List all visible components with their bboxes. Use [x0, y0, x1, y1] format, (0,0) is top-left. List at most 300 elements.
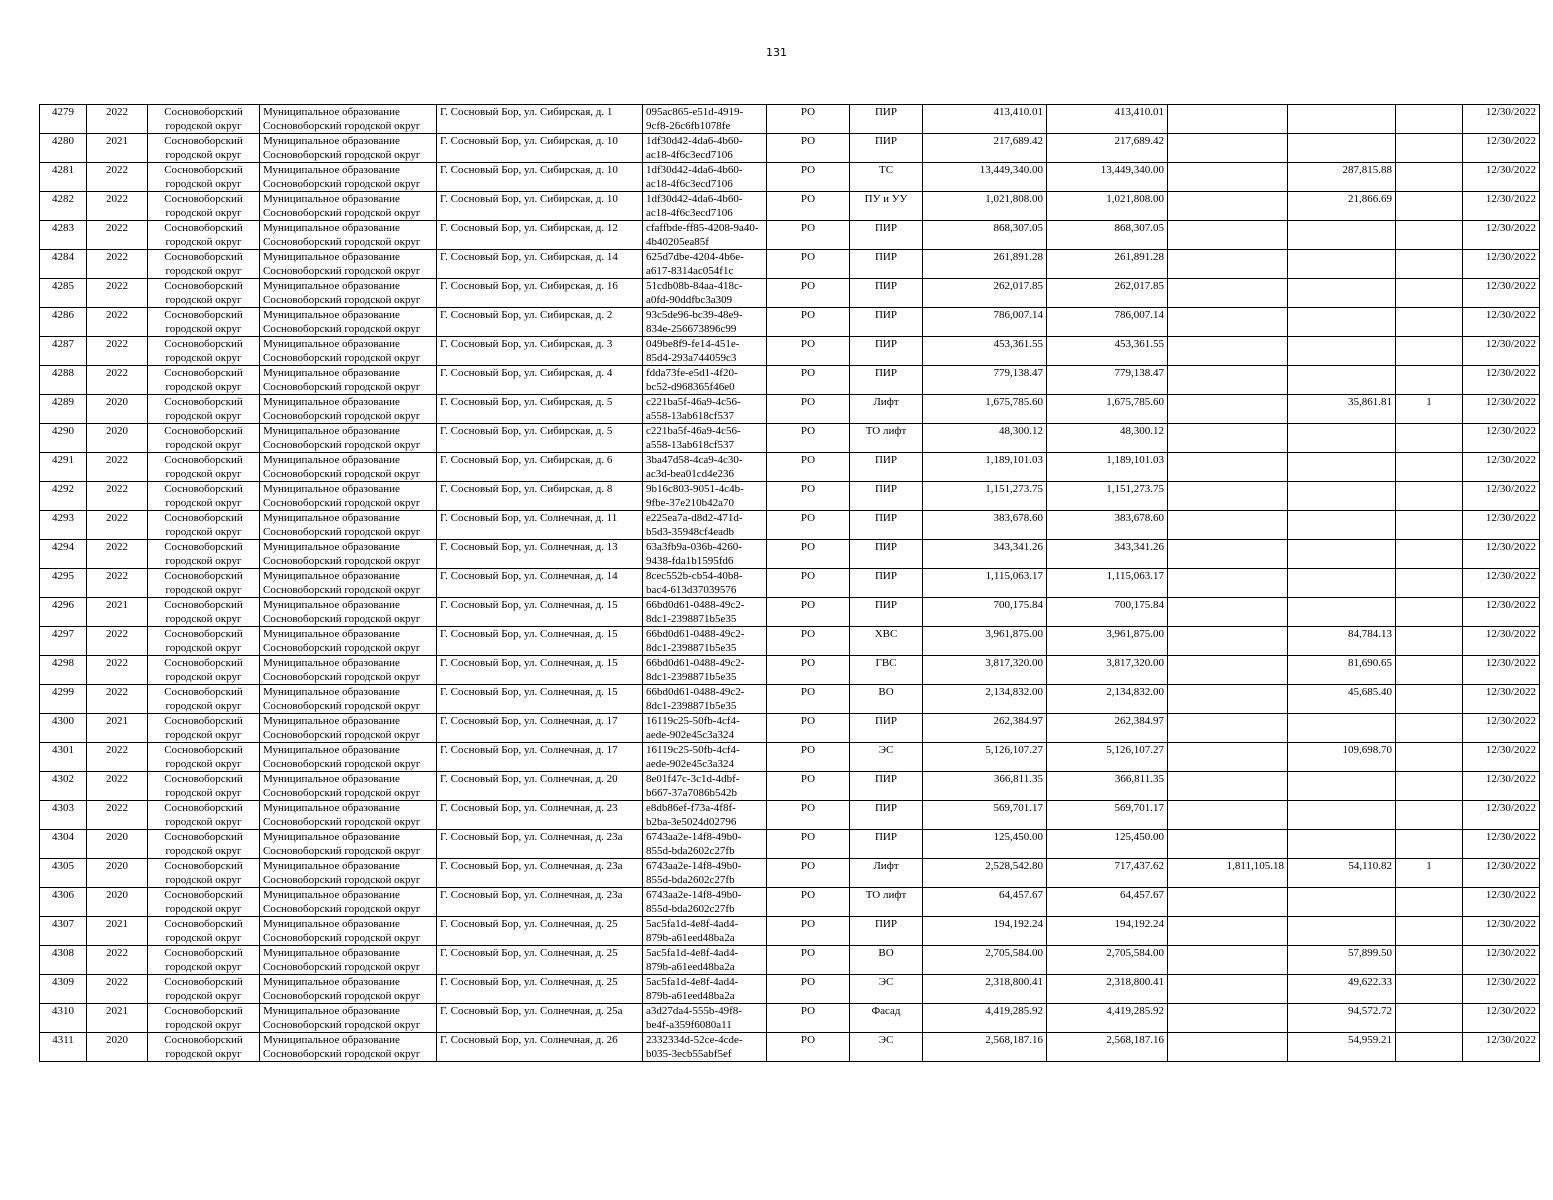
cell-count: [1396, 221, 1463, 250]
cell-district-text: Сосновоборский: [164, 947, 243, 959]
cell-date-text: 12/30/2022: [1485, 744, 1536, 756]
cell-number: [40, 1033, 87, 1062]
cell-cost-text: 2,705,584.00: [985, 947, 1043, 959]
cell-date: [1463, 366, 1540, 395]
cell-date-text: 12/30/2022: [1485, 135, 1536, 147]
cell-district-text: городской округ: [165, 235, 242, 248]
cell-municipality-text: Сосновоборский городской округ: [263, 206, 421, 219]
cell-work-type-text: ПИР: [874, 512, 897, 524]
cell-house-guid-text: 66bd0d61-0488-49c2-: [646, 657, 745, 669]
cell-cost: [923, 801, 1047, 830]
cell-district-text: городской округ: [165, 873, 242, 886]
cell-house-guid: [643, 134, 767, 163]
cell-count: [1396, 714, 1463, 743]
cell-date: [1463, 598, 1540, 627]
cell-house-guid: [643, 917, 767, 946]
cell-address-text: Г. Сосновый Бор, ул. Сибирская, д. 16: [440, 280, 618, 292]
cell-paid-text: 717,437.62: [1114, 860, 1164, 872]
cell-date: [1463, 656, 1540, 685]
table-row: [40, 540, 1540, 569]
cell-house-guid: [643, 656, 767, 685]
cell-amount-extra: [1168, 772, 1288, 801]
cell-municipality: [260, 917, 437, 946]
cell-municipality-text: Муниципальное образование: [263, 889, 400, 901]
cell-work-type: [850, 743, 923, 772]
cell-municipality-text: Сосновоборский городской округ: [263, 148, 421, 161]
cell-paid-text: 3,817,320.00: [1106, 657, 1164, 669]
cell-municipality-text: Сосновоборский городской округ: [263, 728, 421, 741]
cell-cost: [923, 830, 1047, 859]
cell-cost-text: 2,568,187.16: [985, 1034, 1043, 1046]
cell-amount-secondary-text: 84,784.13: [1348, 628, 1392, 640]
cell-paid: [1047, 308, 1168, 337]
cell-paid-text: 2,568,187.16: [1106, 1034, 1164, 1046]
cell-date: [1463, 859, 1540, 888]
cell-number: [40, 917, 87, 946]
cell-year-text: 2021: [106, 918, 128, 930]
cell-amount-secondary: [1288, 192, 1396, 221]
table-row: [40, 598, 1540, 627]
cell-municipality-text: Сосновоборский городской округ: [263, 525, 421, 538]
cell-year-text: 2021: [106, 715, 128, 727]
cell-fund-text: РО: [800, 715, 816, 727]
cell-address: [437, 163, 643, 192]
cell-district: [148, 511, 260, 540]
cell-house-guid: [643, 598, 767, 627]
cell-date: [1463, 888, 1540, 917]
cell-municipality-text: Муниципальное образование: [263, 251, 400, 263]
cell-date-text: 12/30/2022: [1485, 454, 1536, 466]
cell-cost: [923, 308, 1047, 337]
cell-fund: [767, 308, 850, 337]
cell-address-text: Г. Сосновый Бор, ул. Солнечная, д. 13: [440, 541, 618, 553]
cell-district-text: городской округ: [165, 960, 242, 973]
cell-municipality-text: Муниципальное образование: [263, 802, 400, 814]
cell-work-type-text: ПИР: [874, 599, 897, 611]
cell-address-text: Г. Сосновый Бор, ул. Сибирская, д. 10: [440, 193, 618, 205]
cell-house-guid-text: 8dc1-2398871b5e35: [646, 699, 737, 712]
cell-count: [1396, 453, 1463, 482]
cell-address-text: Г. Сосновый Бор, ул. Солнечная, д. 20: [440, 773, 618, 785]
cell-number: [40, 105, 87, 134]
cell-house-guid-text: 16119c25-50fb-4cf4-: [646, 715, 740, 727]
cell-year: [87, 946, 148, 975]
cell-house-guid-text: e225ea7a-d8d2-471d-: [646, 512, 743, 524]
cell-year: [87, 511, 148, 540]
cell-address-text: Г. Сосновый Бор, ул. Солнечная, д. 11: [440, 512, 618, 524]
cell-district-text: городской округ: [165, 1018, 242, 1031]
cell-count: [1396, 772, 1463, 801]
cell-number-text: 4310: [52, 1005, 74, 1017]
cell-date: [1463, 830, 1540, 859]
cell-amount-extra: [1168, 540, 1288, 569]
cell-paid: [1047, 1033, 1168, 1062]
cell-date: [1463, 395, 1540, 424]
cell-house-guid: [643, 946, 767, 975]
cell-year: [87, 250, 148, 279]
cell-municipality-text: Муниципальное образование: [263, 744, 400, 756]
cell-house-guid-text: a3d27da4-555b-49f8-: [646, 1005, 742, 1017]
table-row: [40, 221, 1540, 250]
cell-amount-extra: [1168, 1033, 1288, 1062]
cell-district-text: Сосновоборский: [164, 918, 243, 930]
table-row: [40, 743, 1540, 772]
cell-date-text: 12/30/2022: [1485, 947, 1536, 959]
cell-count: [1396, 627, 1463, 656]
cell-cost: [923, 511, 1047, 540]
cell-fund: [767, 540, 850, 569]
cell-year: [87, 221, 148, 250]
cell-date-text: 12/30/2022: [1485, 860, 1536, 872]
cell-municipality: [260, 308, 437, 337]
cell-house-guid: [643, 975, 767, 1004]
cell-house-guid: [643, 308, 767, 337]
cell-paid-text: 194,192.24: [1114, 918, 1164, 930]
cell-municipality: [260, 250, 437, 279]
cell-number: [40, 801, 87, 830]
cell-municipality-text: Муниципальное образование: [263, 454, 400, 466]
cell-fund-text: РО: [800, 628, 816, 640]
cell-number: [40, 366, 87, 395]
cell-paid-text: 261,891.28: [1114, 251, 1164, 263]
cell-municipality: [260, 163, 437, 192]
cell-work-type-text: ХВС: [874, 628, 898, 640]
cell-fund: [767, 888, 850, 917]
cell-number-text: 4289: [52, 396, 74, 408]
cell-count: [1396, 975, 1463, 1004]
cell-fund: [767, 134, 850, 163]
cell-amount-secondary-text: 35,861.81: [1348, 396, 1392, 408]
cell-work-type-text: ПИР: [874, 918, 897, 930]
cell-municipality-text: Сосновоборский городской округ: [263, 583, 421, 596]
cell-cost: [923, 946, 1047, 975]
cell-address-text: Г. Сосновый Бор, ул. Солнечная, д. 15: [440, 686, 618, 698]
cell-district-text: городской округ: [165, 902, 242, 915]
cell-amount-extra: [1168, 598, 1288, 627]
cell-municipality: [260, 192, 437, 221]
cell-district-text: городской округ: [165, 989, 242, 1002]
cell-house-guid-text: 63a3fb9a-036b-4260-: [646, 541, 742, 553]
cell-work-type: [850, 975, 923, 1004]
cell-amount-extra: [1168, 830, 1288, 859]
cell-count: [1396, 743, 1463, 772]
cell-municipality-text: Сосновоборский городской округ: [263, 380, 421, 393]
cell-count-text: 1: [1426, 396, 1432, 408]
cell-count: [1396, 598, 1463, 627]
cell-number-text: 4291: [52, 454, 74, 466]
cell-cost-text: 1,151,273.75: [985, 483, 1043, 495]
cell-year: [87, 598, 148, 627]
table-row: [40, 105, 1540, 134]
cell-municipality: [260, 279, 437, 308]
cell-house-guid-text: 16119c25-50fb-4cf4-: [646, 744, 740, 756]
cell-district: [148, 772, 260, 801]
cell-date-text: 12/30/2022: [1485, 686, 1536, 698]
cell-house-guid-text: c221ba5f-46a9-4c56-: [646, 425, 741, 437]
cell-fund-text: РО: [800, 802, 816, 814]
cell-amount-secondary: [1288, 1033, 1396, 1062]
cell-fund-text: РО: [800, 1034, 816, 1046]
cell-year-text: 2022: [106, 686, 128, 698]
cell-fund-text: РО: [800, 570, 816, 582]
cell-number: [40, 859, 87, 888]
cell-municipality-text: Сосновоборский городской округ: [263, 670, 421, 683]
cell-date: [1463, 946, 1540, 975]
cell-amount-secondary-text: 81,690.65: [1348, 657, 1392, 669]
cell-paid-text: 343,341.26: [1114, 541, 1164, 553]
cell-municipality-text: Муниципальное образование: [263, 483, 400, 495]
cell-municipality-text: Сосновоборский городской округ: [263, 815, 421, 828]
cell-amount-extra: [1168, 511, 1288, 540]
cell-date-text: 12/30/2022: [1485, 425, 1536, 437]
cell-municipality-text: Сосновоборский городской округ: [263, 554, 421, 567]
cell-cost-text: 453,361.55: [993, 338, 1043, 350]
cell-number: [40, 221, 87, 250]
cell-municipality-text: Сосновоборский городской округ: [263, 293, 421, 306]
cell-year: [87, 395, 148, 424]
cell-district-text: Сосновоборский: [164, 309, 243, 321]
cell-date: [1463, 685, 1540, 714]
cell-municipality: [260, 888, 437, 917]
cell-house-guid-text: 2332334d-52ce-4cde-: [646, 1034, 743, 1046]
cell-amount-secondary: [1288, 714, 1396, 743]
cell-house-guid-text: 1df30d42-4da6-4b60-: [646, 135, 743, 147]
cell-date: [1463, 801, 1540, 830]
cell-address-text: Г. Сосновый Бор, ул. Солнечная, д. 25: [440, 947, 618, 959]
cell-amount-secondary-text: 94,572.72: [1348, 1005, 1392, 1017]
cell-year-text: 2022: [106, 454, 128, 466]
cell-paid: [1047, 511, 1168, 540]
cell-amount-extra: [1168, 569, 1288, 598]
cell-district-text: городской округ: [165, 1047, 242, 1060]
cell-paid-text: 262,384.97: [1114, 715, 1164, 727]
cell-cost: [923, 598, 1047, 627]
cell-fund-text: РО: [800, 396, 816, 408]
cell-paid-text: 13,449,340.00: [1100, 164, 1164, 176]
cell-address: [437, 917, 643, 946]
cell-paid: [1047, 830, 1168, 859]
cell-paid-text: 413,410.01: [1114, 106, 1164, 118]
cell-fund: [767, 917, 850, 946]
cell-district-text: Сосновоборский: [164, 135, 243, 147]
cell-cost: [923, 569, 1047, 598]
cell-date: [1463, 279, 1540, 308]
cell-district-text: Сосновоборский: [164, 222, 243, 234]
cell-number-text: 4298: [52, 657, 74, 669]
cell-district: [148, 946, 260, 975]
cell-municipality-text: Сосновоборский городской округ: [263, 786, 421, 799]
cell-number-text: 4285: [52, 280, 74, 292]
cell-district-text: Сосновоборский: [164, 1005, 243, 1017]
cell-amount-secondary: [1288, 395, 1396, 424]
cell-municipality: [260, 424, 437, 453]
cell-number-text: 4280: [52, 135, 74, 147]
cell-number: [40, 772, 87, 801]
cell-municipality: [260, 337, 437, 366]
cell-fund: [767, 482, 850, 511]
cell-district-text: Сосновоборский: [164, 570, 243, 582]
cell-year: [87, 1033, 148, 1062]
cell-cost-text: 262,017.85: [993, 280, 1043, 292]
cell-house-guid-text: 879b-a61eed48ba2a: [646, 960, 735, 973]
cell-house-guid-text: bac4-613d37039576: [646, 583, 737, 596]
cell-work-type-text: ПИР: [874, 715, 897, 727]
cell-municipality: [260, 743, 437, 772]
cell-house-guid-text: bc52-d968365f46e0: [646, 380, 735, 393]
cell-count: [1396, 366, 1463, 395]
cell-amount-secondary: [1288, 540, 1396, 569]
register-table: [39, 104, 1540, 1062]
cell-house-guid: [643, 192, 767, 221]
cell-house-guid: [643, 424, 767, 453]
cell-work-type: [850, 221, 923, 250]
cell-number-text: 4304: [52, 831, 74, 843]
cell-cost: [923, 627, 1047, 656]
cell-paid-text: 2,134,832.00: [1106, 686, 1164, 698]
cell-house-guid-text: ac18-4f6c3ecd7106: [646, 148, 733, 161]
cell-year: [87, 337, 148, 366]
cell-district: [148, 337, 260, 366]
cell-house-guid-text: 8dc1-2398871b5e35: [646, 612, 737, 625]
cell-fund: [767, 192, 850, 221]
cell-fund-text: РО: [800, 251, 816, 263]
cell-year: [87, 424, 148, 453]
cell-year-text: 2022: [106, 744, 128, 756]
cell-work-type-text: Лифт: [873, 396, 899, 408]
cell-district-text: Сосновоборский: [164, 860, 243, 872]
cell-count: [1396, 1033, 1463, 1062]
cell-cost-text: 413,410.01: [993, 106, 1043, 118]
cell-amount-secondary: [1288, 250, 1396, 279]
cell-year: [87, 134, 148, 163]
cell-address: [437, 1033, 643, 1062]
cell-amount-secondary: [1288, 859, 1396, 888]
cell-work-type: [850, 511, 923, 540]
cell-number-text: 4311: [52, 1034, 74, 1046]
cell-house-guid: [643, 859, 767, 888]
cell-count: [1396, 395, 1463, 424]
table-row: [40, 975, 1540, 1004]
cell-number-text: 4290: [52, 425, 74, 437]
cell-fund: [767, 511, 850, 540]
cell-year-text: 2020: [106, 889, 128, 901]
cell-amount-extra: [1168, 221, 1288, 250]
cell-year: [87, 656, 148, 685]
cell-address-text: Г. Сосновый Бор, ул. Сибирская, д. 5: [440, 396, 613, 408]
cell-work-type: [850, 540, 923, 569]
cell-work-type: [850, 685, 923, 714]
cell-house-guid: [643, 279, 767, 308]
cell-house-guid-text: b5d3-35948cf4eadb: [646, 525, 734, 538]
cell-year: [87, 482, 148, 511]
cell-cost-text: 194,192.24: [993, 918, 1043, 930]
cell-work-type-text: ПИР: [874, 541, 897, 553]
cell-count: [1396, 830, 1463, 859]
cell-cost-text: 343,341.26: [993, 541, 1043, 553]
cell-count: [1396, 917, 1463, 946]
cell-year-text: 2022: [106, 164, 128, 176]
cell-district-text: городской округ: [165, 641, 242, 654]
cell-cost: [923, 192, 1047, 221]
cell-cost-text: 217,689.42: [993, 135, 1043, 147]
cell-district: [148, 192, 260, 221]
cell-house-guid-text: 855d-bda2602c27fb: [646, 902, 735, 915]
cell-address: [437, 192, 643, 221]
cell-date-text: 12/30/2022: [1485, 570, 1536, 582]
cell-house-guid-text: 095ac865-e51d-4919-: [646, 106, 744, 118]
cell-cost: [923, 1004, 1047, 1033]
cell-address-text: Г. Сосновый Бор, ул. Солнечная, д. 23: [440, 802, 618, 814]
cell-district-text: Сосновоборский: [164, 454, 243, 466]
cell-work-type: [850, 308, 923, 337]
table-row: [40, 917, 1540, 946]
cell-count: [1396, 801, 1463, 830]
cell-work-type: [850, 598, 923, 627]
cell-cost: [923, 540, 1047, 569]
cell-amount-secondary: [1288, 656, 1396, 685]
cell-house-guid: [643, 337, 767, 366]
cell-house-guid: [643, 1033, 767, 1062]
cell-municipality: [260, 221, 437, 250]
cell-paid: [1047, 656, 1168, 685]
cell-paid-text: 786,007.14: [1114, 309, 1164, 321]
cell-district-text: городской округ: [165, 148, 242, 161]
cell-house-guid-text: 8dc1-2398871b5e35: [646, 670, 737, 683]
cell-paid: [1047, 569, 1168, 598]
cell-house-guid: [643, 627, 767, 656]
cell-cost-text: 383,678.60: [993, 512, 1043, 524]
cell-house-guid-text: cfaffbde-ff85-4208-9a40-: [646, 222, 759, 234]
cell-number-text: 4286: [52, 309, 74, 321]
cell-cost-text: 2,528,542.80: [985, 860, 1043, 872]
cell-address-text: Г. Сосновый Бор, ул. Солнечная, д. 17: [440, 744, 618, 756]
cell-municipality-text: Муниципальное образование: [263, 396, 400, 408]
cell-date: [1463, 337, 1540, 366]
cell-address-text: Г. Сосновый Бор, ул. Сибирская, д. 14: [440, 251, 618, 263]
cell-municipality-text: Сосновоборский городской округ: [263, 902, 421, 915]
cell-number-text: 4282: [52, 193, 74, 205]
cell-count: [1396, 685, 1463, 714]
cell-address: [437, 656, 643, 685]
cell-municipality: [260, 714, 437, 743]
cell-count: [1396, 424, 1463, 453]
cell-house-guid: [643, 801, 767, 830]
cell-cost-text: 1,189,101.03: [985, 454, 1043, 466]
table-row: [40, 830, 1540, 859]
cell-paid-text: 453,361.55: [1114, 338, 1164, 350]
cell-address: [437, 801, 643, 830]
cell-number: [40, 685, 87, 714]
cell-year: [87, 975, 148, 1004]
cell-paid: [1047, 1004, 1168, 1033]
cell-municipality-text: Муниципальное образование: [263, 657, 400, 669]
cell-work-type-text: ВО: [878, 947, 894, 959]
cell-paid: [1047, 540, 1168, 569]
cell-paid-text: 569,701.17: [1114, 802, 1164, 814]
cell-year: [87, 453, 148, 482]
cell-count: [1396, 134, 1463, 163]
cell-cost: [923, 221, 1047, 250]
table-row: [40, 859, 1540, 888]
cell-date: [1463, 714, 1540, 743]
cell-house-guid-text: 9cf8-26c6fb1078fe: [646, 119, 731, 132]
cell-municipality-text: Сосновоборский городской округ: [263, 1047, 421, 1060]
cell-municipality-text: Муниципальное образование: [263, 338, 400, 350]
cell-address-text: Г. Сосновый Бор, ул. Сибирская, д. 3: [440, 338, 613, 350]
cell-amount-secondary-text: 54,110.82: [1348, 860, 1392, 872]
cell-municipality: [260, 482, 437, 511]
cell-house-guid-text: 1df30d42-4da6-4b60-: [646, 164, 743, 176]
